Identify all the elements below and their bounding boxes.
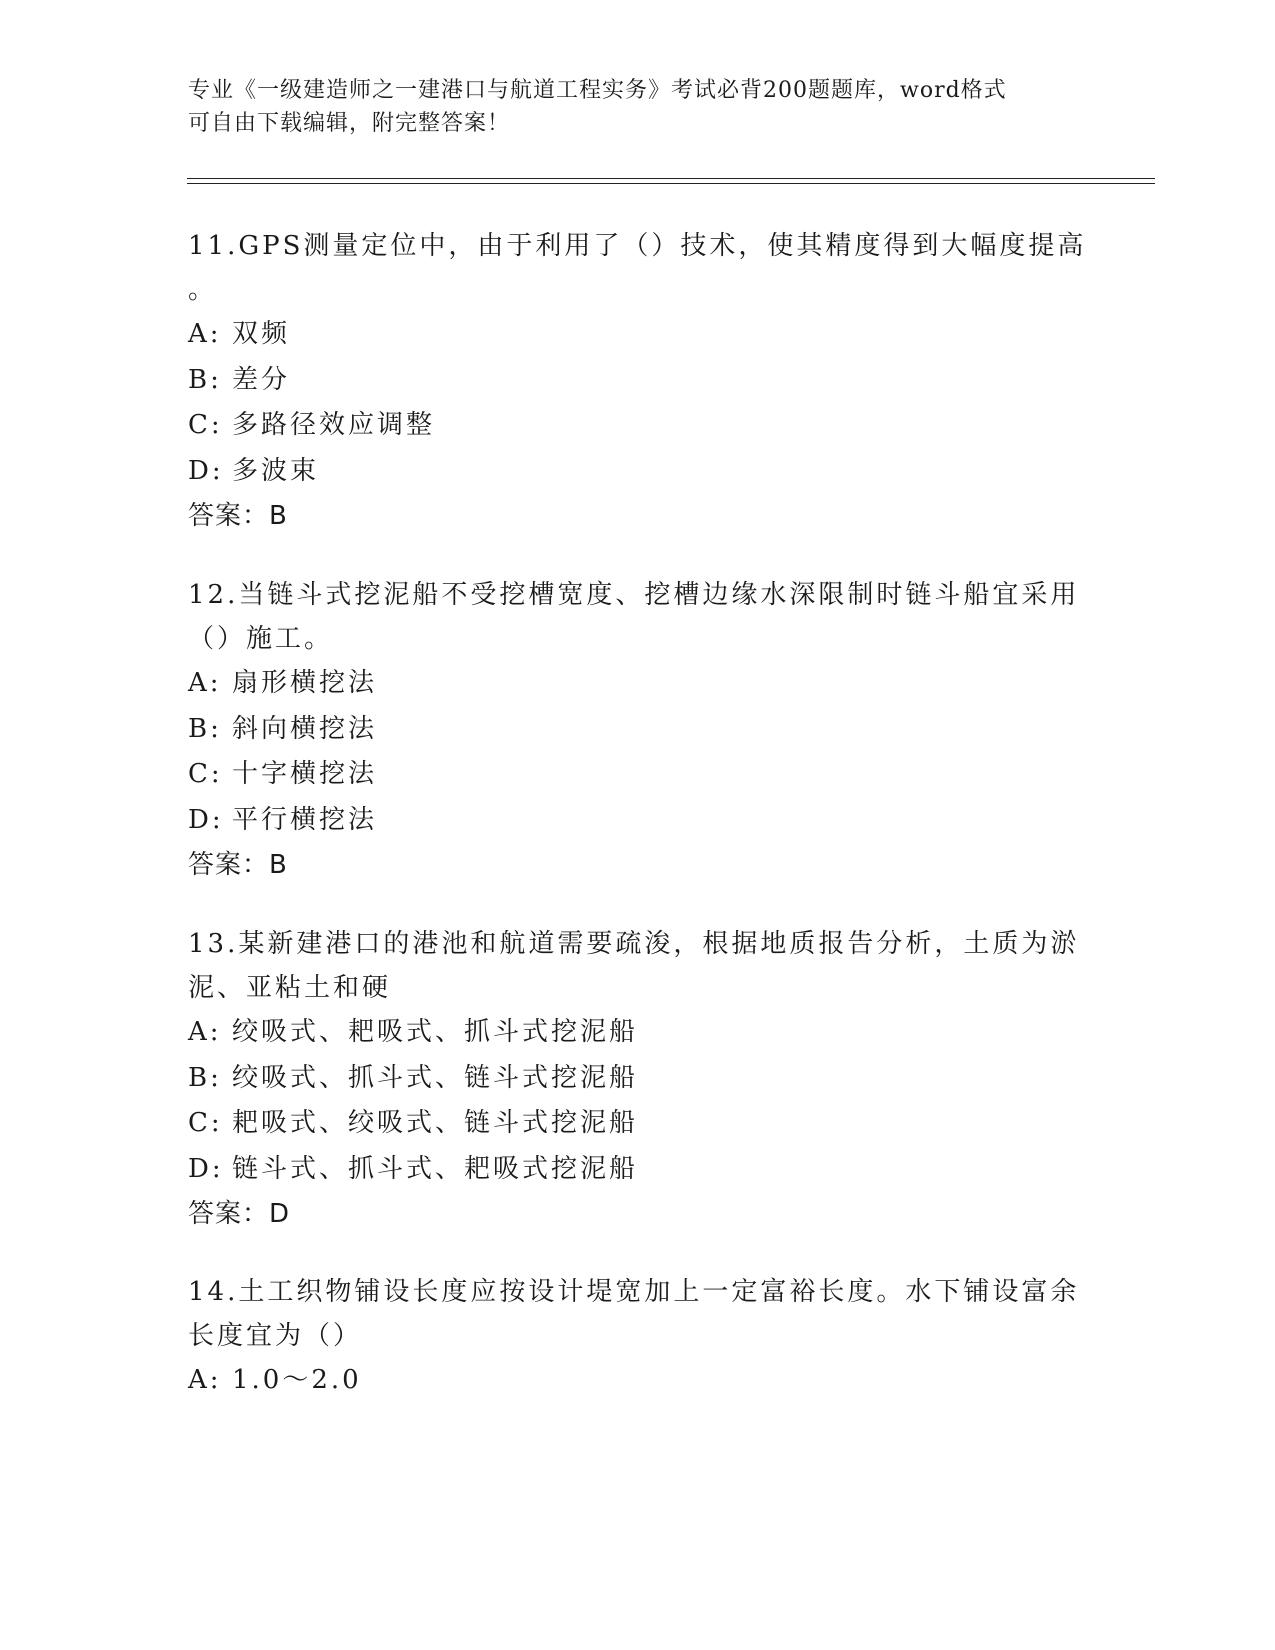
answer: 答案：B xyxy=(188,850,288,880)
option-text: 差分 xyxy=(232,364,291,395)
option-a xyxy=(188,1010,1088,1056)
option-label: D: xyxy=(188,1153,224,1184)
option-label: B: xyxy=(188,364,222,395)
question-stem-line: （）施工。 xyxy=(188,624,334,654)
option-a xyxy=(188,312,1088,358)
option-label: C: xyxy=(188,410,223,440)
document-header xyxy=(188,74,1068,140)
header-divider-top xyxy=(187,178,1155,179)
header-divider-bottom xyxy=(187,183,1155,184)
option-d xyxy=(188,449,1088,495)
option-c xyxy=(188,1101,1088,1147)
option-label: A: xyxy=(188,319,222,349)
option-d xyxy=(188,798,1088,844)
question-stem-line: 长度宜为（） xyxy=(188,1321,363,1351)
option-a xyxy=(188,1358,1088,1404)
option-c xyxy=(188,403,1088,449)
option-label: B: xyxy=(188,1062,222,1093)
option-text: 扇形横挖法 xyxy=(232,668,378,698)
option-a xyxy=(188,661,1088,707)
option-label: A: xyxy=(188,1365,222,1395)
question-stem-line: 11.GPS测量定位中，由于利用了（）技术，使其精度得到大幅度提高 xyxy=(188,231,1087,261)
option-label: A: xyxy=(188,668,222,698)
option-text: 多波束 xyxy=(232,455,320,486)
question-stem-line: 14.土工织物铺设长度应按设计堤宽加上一定富裕长度。水下铺设富余 xyxy=(188,1277,1080,1307)
header-line-1: 专业《一级建造师之一建港口与航道工程实务》考试必背200题题库，word格式 xyxy=(188,78,1007,103)
option-text: 平行横挖法 xyxy=(232,804,378,835)
option-c xyxy=(188,752,1088,798)
option-d xyxy=(188,1147,1088,1193)
option-text: 斜向横挖法 xyxy=(232,713,378,744)
option-text: 绞吸式、耙吸式、抓斗式挖泥船 xyxy=(232,1017,639,1047)
answer: 答案：D xyxy=(188,1199,291,1229)
option-text: 双频 xyxy=(232,319,291,349)
option-label: C: xyxy=(188,1108,223,1138)
question-stem-line: 泥、亚粘土和硬 xyxy=(188,973,392,1003)
question-13 xyxy=(188,922,1088,1238)
option-b xyxy=(188,358,1088,404)
option-text: 链斗式、抓斗式、耙吸式挖泥船 xyxy=(232,1153,639,1184)
question-14 xyxy=(188,1270,1088,1404)
header-line-2: 可自由下载编辑，附完整答案！ xyxy=(188,111,511,136)
option-text: 十字横挖法 xyxy=(232,759,378,789)
option-text: 多路径效应调整 xyxy=(232,410,436,440)
question-stem-line: 12.当链斗式挖泥船不受挖槽宽度、挖槽边缘水深限制时链斗船宜采用 xyxy=(188,580,1080,610)
option-label: A: xyxy=(188,1017,222,1047)
question-stem-line: 。 xyxy=(188,275,218,305)
option-label: D: xyxy=(188,455,224,486)
option-text: 耙吸式、绞吸式、链斗式挖泥船 xyxy=(232,1108,639,1138)
question-12 xyxy=(188,573,1088,889)
question-11 xyxy=(188,224,1088,540)
answer: 答案：B xyxy=(188,501,288,531)
option-b xyxy=(188,1056,1088,1102)
option-label: D: xyxy=(188,804,224,835)
option-label: B: xyxy=(188,713,222,744)
option-b xyxy=(188,707,1088,753)
option-text: 1.0～2.0 xyxy=(232,1365,362,1395)
option-label: C: xyxy=(188,759,223,789)
option-text: 绞吸式、抓斗式、链斗式挖泥船 xyxy=(232,1062,639,1093)
question-stem-line: 13.某新建港口的港池和航道需要疏浚，根据地质报告分析，土质为淤 xyxy=(188,929,1080,959)
